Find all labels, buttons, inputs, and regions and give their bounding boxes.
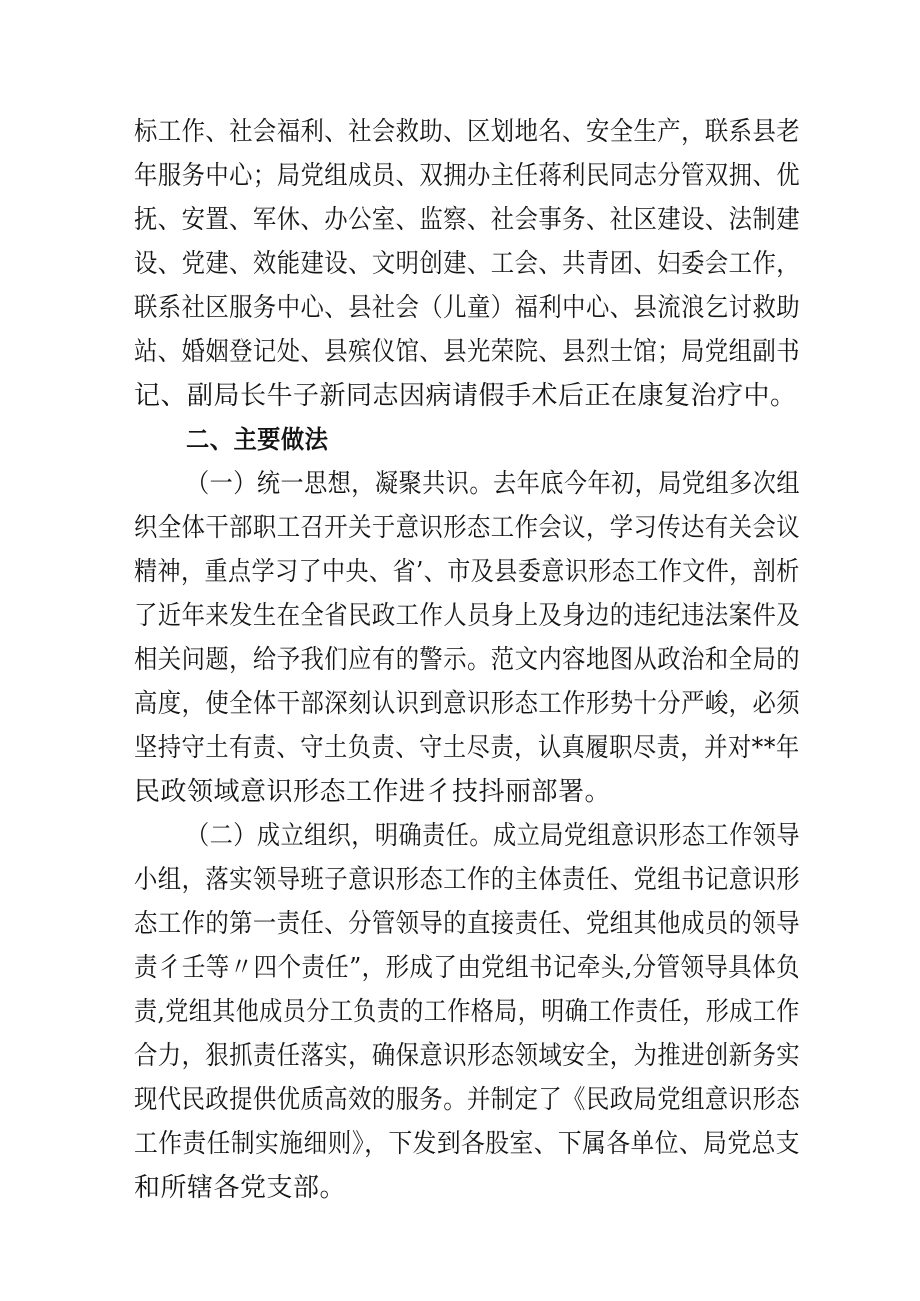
text-line: 相关问题，给予我们应有的警示。范文内容地图从政治和全局的 <box>134 645 801 675</box>
text-line: 精神，重点学习了中央、省’、市及县委意识形态工作文件，剖析 <box>134 557 800 587</box>
text-line: 联系社区服务中心、县社会（儿童）福利中心、县流浪乞讨救助 <box>134 293 801 323</box>
text-line: 抚、安置、军休、办公室、监察、社会事务、社区建设、法制建 <box>134 205 801 235</box>
text-line: 标工作、社会福利、社会救助、区划地名、安全生产，联系县老 <box>134 117 801 147</box>
text-line: 设、党建、效能建设、文明创建、工会、共青团、妇委会工作， <box>134 249 801 279</box>
text-line: （二）成立组织，明确责任。成立局党组意识形态工作领导 <box>186 821 800 851</box>
text-line: 责彳壬等〃四个责任”，形成了由党组书记牵头,分管领导具体负 <box>134 953 801 983</box>
text-line: 坚持守土有责、守土负责、守土尽责，认真履职尽责，并对**年 <box>134 733 800 763</box>
text-line: 高度，使全体干部深刻认识到意识形态工作形势十分严峻，必须 <box>134 689 801 719</box>
text-line: 小组，落实领导班子意识形态工作的主体责任、党组书记意识形 <box>134 865 801 895</box>
section-heading: 二、主要做法 <box>186 425 329 454</box>
text-line: 和所辖各党支部。 <box>134 1173 347 1203</box>
text-line: 记、副局长牛子新同志因病请假手术后正在康复治疗中。 <box>134 381 797 411</box>
text-line: 年服务中心；局党组成员、双拥办主任蒋利民同志分管双拥、优 <box>134 161 801 191</box>
text-line: 民政领域意识形态工作进彳技抖丽部署。 <box>134 777 612 807</box>
text-line: 工作责任制实施细则》，下发到各股室、下属各单位、局党总支 <box>134 1129 801 1159</box>
text-line: 合力，狠抓责任落实，确保意识形态领域安全，为推进创新务实 <box>134 1041 801 1071</box>
text-line: 了近年来发生在全省民政工作人员身上及身边的违纪违法案件及 <box>134 601 801 631</box>
text-line: （一）统一思想，凝聚共识。去年底今年初，局党组多次组 <box>186 469 800 499</box>
text-line: 现代民政提供优质高效的服务。并制定了《民政局党组意识形态 <box>134 1085 801 1115</box>
text-line: 站、婚姻登记处、县殡仪馆、县光荣院、县烈士馆；局党组副书 <box>134 337 801 367</box>
text-line: 态工作的第一责任、分管领导的直接责任、党组其他成员的领导 <box>134 909 801 939</box>
text-line: 责,党组其他成员分工负责的工作格局，明确工作责任，形成工作 <box>134 997 800 1027</box>
text-line: 织全体干部职工召开关于意识形态工作会议，学习传达有关会议 <box>134 513 801 543</box>
